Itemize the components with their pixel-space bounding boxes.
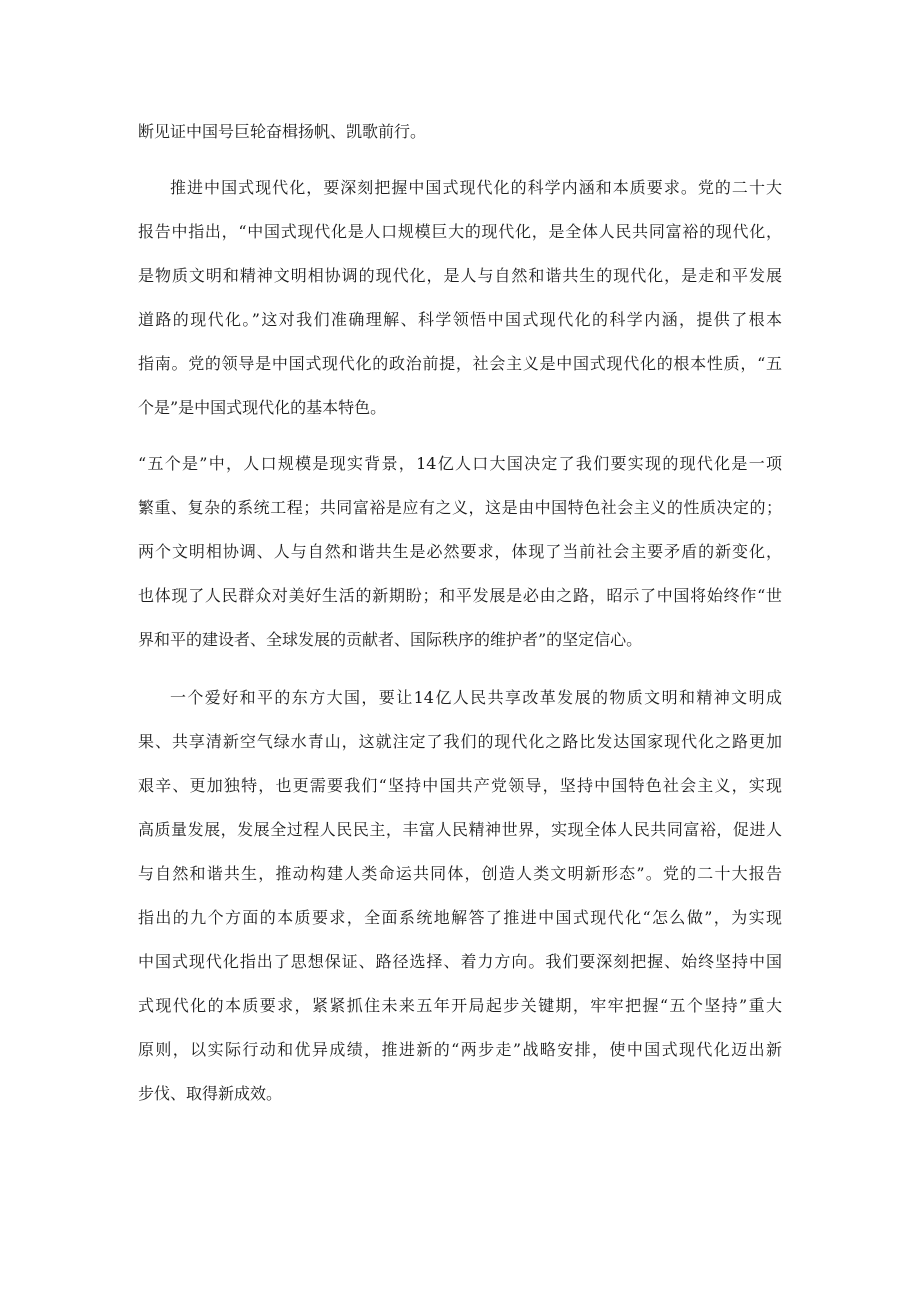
text-line: 步伐、取得新成效。 [138, 1084, 283, 1103]
text-line: 艰辛、更加独特，也更需要我们“坚持中国共产党领导，坚持中国特色社会主义，实现 [138, 776, 782, 795]
text-line: 式现代化的本质要求，紧紧抓住未来五年开局起步关键期，牢牢把握“五个坚持”重大 [138, 996, 782, 1015]
text-line: 道路的现代化。”这对我们准确理解、科学领悟中国式现代化的科学内涵，提供了根本 [138, 310, 782, 329]
text-line: 也体现了人民群众对美好生活的新期盼；和平发展是必由之路，昭示了中国将始终作“世 [138, 586, 782, 605]
text-line: 个是”是中国式现代化的基本特色。 [138, 398, 387, 417]
text-line: 指南。党的领导是中国式现代化的政治前提，社会主义是中国式现代化的根本性质，“五 [138, 354, 782, 373]
text-line: 果、共享清新空气绿水青山，这就注定了我们的现代化之路比发达国家现代化之路更加 [138, 732, 782, 751]
text-line: 繁重、复杂的系统工程；共同富裕是应有之义，这是由中国特色社会主义的性质决定的； [138, 498, 782, 517]
text-line: 原则，以实际行动和优异成绩，推进新的“两步走”战略安排，使中国式现代化迈出新 [138, 1040, 782, 1059]
text-line: 高质量发展，发展全过程人民民主，丰富人民精神世界，实现全体人民共同富裕，促进人 [138, 820, 782, 839]
paragraph-start-line: 一个爱好和平的东方大国，要让14亿人民共享改革发展的物质文明和精神文明成 [170, 688, 782, 707]
text-line: 指出的九个方面的本质要求，全面系统地解答了推进中国式现代化“怎么做”，为实现 [138, 908, 782, 927]
paragraph-start-line: “五个是”中，人口规模是现实背景，14亿人口大国决定了我们要实现的现代化是一项 [138, 454, 782, 473]
text-line: 两个文明相协调、人与自然和谐共生是必然要求，体现了当前社会主要矛盾的新变化， [138, 542, 782, 561]
text-line: 中国式现代化指出了思想保证、路径选择、着力方向。我们要深刻把握、始终坚持中国 [138, 952, 782, 971]
text-line: 是物质文明和精神文明相协调的现代化，是人与自然和谐共生的现代化，是走和平发展 [138, 266, 782, 285]
paragraph-start-line: 推进中国式现代化，要深刻把握中国式现代化的科学内涵和本质要求。党的二十大 [170, 178, 782, 197]
text-line: 界和平的建设者、全球发展的贡献者、国际秩序的维护者”的坚定信心。 [138, 630, 643, 649]
text-line: 报告中指出，“中国式现代化是人口规模巨大的现代化，是全体人民共同富裕的现代化， [138, 222, 782, 241]
text-line: 与自然和谐共生，推动构建人类命运共同体，创造人类文明新形态”。党的二十大报告 [138, 864, 782, 883]
text-line: 断见证中国号巨轮奋楫扬帆、凯歌前行。 [138, 122, 427, 141]
